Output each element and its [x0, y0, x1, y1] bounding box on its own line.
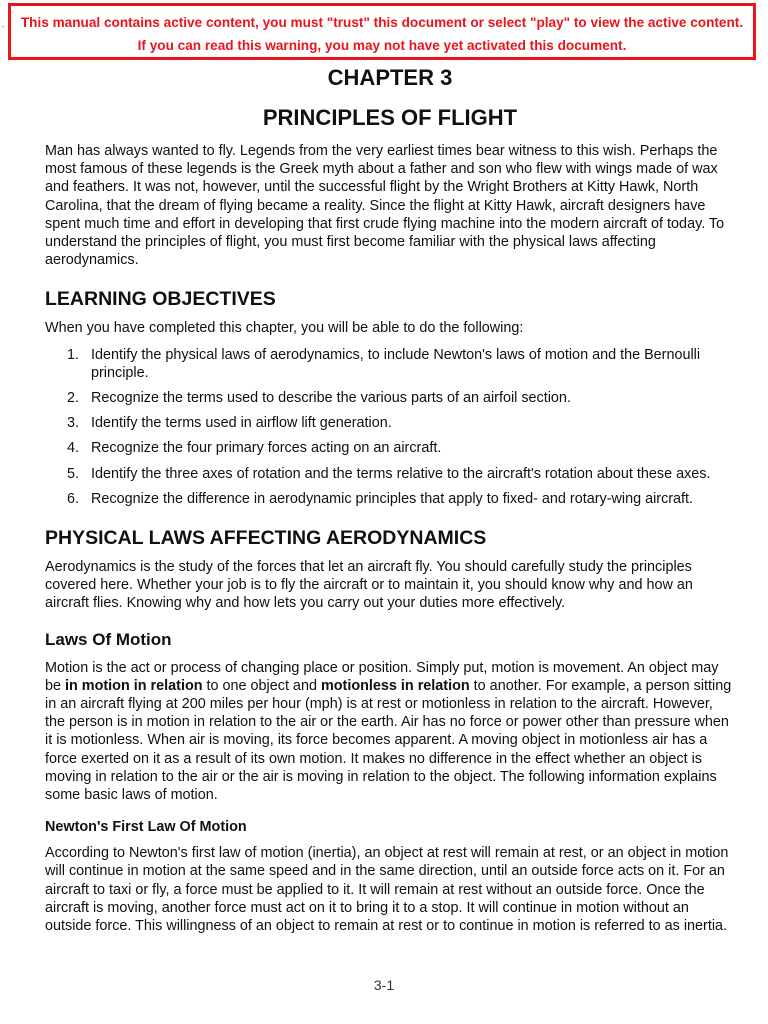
newton-first-law-heading: Newton's First Law Of Motion — [45, 819, 247, 836]
motion-text-1: Motion is the act or process of changing place or position. Simply put, motion is movement. An object may be — [45, 659, 719, 694]
chapter-label: CHAPTER 3 — [327, 65, 453, 90]
margin-mark: - — [2, 22, 5, 31]
newton-first-law-paragraph: According to Newton's first law of motion (inertia), an object at rest will remain at rest, or an object in motion will continue in motion at the same speed and in the same direction, until an outside force acts on it. For an aircraft to taxi or fly, a force must be applied to it. It will remain at rest without an outside force. Once the aircraft is moving, another force must act on it to bring it to a stop. It will continue in motion without an outside force. This willingness of an object to remain at rest or to continue in motion is referred to as inertia. — [45, 845, 729, 935]
page-number: 3-1 — [373, 977, 395, 993]
active-content-warning — [8, 3, 756, 60]
motion-text-3: to another. For example, a person sitting in an aircraft flying at 200 miles per hour (mph) is at rest or motionless in relation to the aircraft. However, the person is in motion in relation to the air or the earth. Air has no force or power other than pressure when it is motionless. When air is moving, its force becomes apparent. A moving object in motionless air has a force exerted on it as a result of its own motion. It makes no difference in the effect whether an object is moving in relation to the air or the air is moving in relation to the object. The following information explains some basic laws of motion. — [45, 677, 732, 804]
list-number: 1. — [67, 346, 80, 363]
list-item — [45, 389, 735, 407]
list-text: Identify the three axes of rotation and the terms relative to the aircraft's rotation about these axes. — [91, 465, 711, 482]
intro-paragraph: Man has always wanted to fly. Legends from the very earliest times bear witness to this wish. Perhaps the most famous of these legends is the Greek myth about a father and son who flew with wings made of wax and feathers. It was not, however, until the successful flight by the Wright Brothers at Kitty Hawk, North Carolina, that the dream of flying became a reality. Since the flight at Kitty Hawk, aircraft designers have spent much time and effort in developing that first crude flying machine into the modern aircraft of today. To understand the principles of flight, you must first become familiar with the physical laws affecting aerodynamics. — [45, 143, 725, 269]
list-text: Identify the physical laws of aerodynamics, to include Newton's laws of motion and the Bernoulli principle. — [91, 346, 701, 381]
objectives-heading: LEARNING OBJECTIVES — [45, 288, 276, 311]
objectives-lead: When you have completed this chapter, you will be able to do the following: — [45, 320, 524, 337]
list-item — [45, 465, 735, 483]
motion-text-2: to one object and — [202, 677, 321, 694]
list-text: Recognize the difference in aerodynamic principles that apply to fixed- and rotary-wing aircraft. — [91, 490, 694, 507]
list-item — [45, 490, 735, 508]
motion-bold-2: motionless in relation — [320, 677, 470, 694]
list-text: Identify the terms used in airflow lift generation. — [91, 415, 392, 432]
physical-laws-heading: PHYSICAL LAWS AFFECTING AERODYNAMICS — [45, 527, 487, 550]
warning-line-1: This manual contains active content, you must "trust" this document or select "play" to view the active content. — [20, 15, 744, 30]
physical-laws-paragraph: Aerodynamics is the study of the forces that let an aircraft fly. You should carefully study the principles covered here. Whether your job is to fly the aircraft or to maintain it, you should know why and how an aircraft flies. Knowing why and how lets you carry out your duties more effectively. — [45, 559, 693, 612]
list-item — [45, 439, 735, 457]
list-number: 2. — [67, 390, 80, 407]
list-item — [45, 414, 735, 432]
list-number: 5. — [67, 465, 80, 482]
list-text: Recognize the terms used to describe the various parts of an airfoil section. — [91, 390, 571, 407]
list-item — [45, 346, 735, 382]
list-number: 6. — [67, 490, 80, 507]
page-title: PRINCIPLES OF FLIGHT — [262, 105, 518, 130]
laws-of-motion-heading: Laws Of Motion — [45, 629, 172, 649]
motion-bold-1: in motion in relation — [65, 677, 203, 694]
list-number: 3. — [67, 415, 80, 432]
warning-line-2: If you can read this warning, you may not have yet activated this document. — [137, 38, 627, 53]
list-text: Recognize the four primary forces acting on an aircraft. — [91, 440, 442, 457]
objectives-list — [45, 346, 735, 508]
list-number: 4. — [67, 440, 80, 457]
page-content — [45, 60, 735, 935]
laws-of-motion-paragraph — [45, 659, 735, 805]
